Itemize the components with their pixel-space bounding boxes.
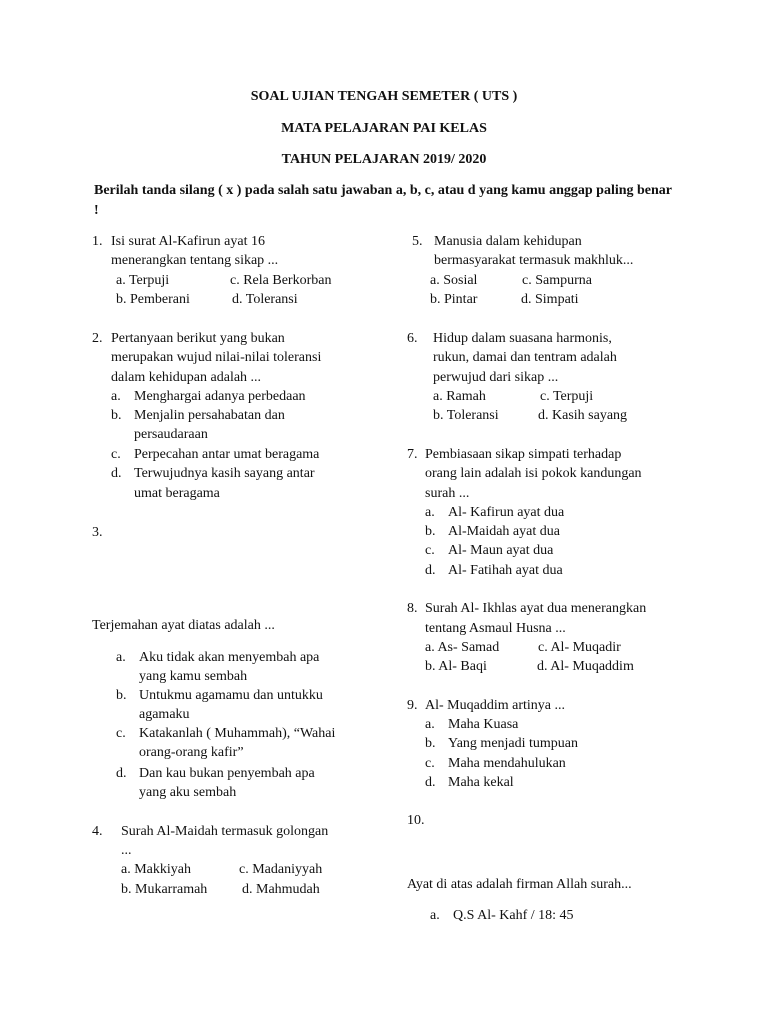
- option-c-label: c.: [116, 726, 126, 741]
- option-a-label: a.: [430, 908, 440, 923]
- question-text: Pertanyaan berikut yang bukan: [111, 331, 285, 346]
- question-text: orang lain adalah isi pokok kandungan: [425, 466, 642, 481]
- option-d-label: d.: [111, 466, 122, 481]
- option-b-label: b.: [425, 736, 436, 751]
- option-d[interactable]: Maha kekal: [448, 775, 514, 790]
- option-d-label: d.: [116, 766, 127, 781]
- question-number: 10.: [407, 813, 425, 828]
- question-text: Surah Al-Maidah termasuk golongan: [121, 824, 329, 839]
- option-b[interactable]: b. Mukarramah: [121, 882, 208, 897]
- exam-title: SOAL UJIAN TENGAH SEMETER ( UTS ): [250, 89, 518, 104]
- question-text: bermasyarakat termasuk makhluk...: [434, 253, 634, 268]
- option-a[interactable]: Menghargai adanya perbedaan: [134, 389, 306, 404]
- question-text: Ayat di atas adalah firman Allah surah...: [407, 877, 632, 892]
- option-d[interactable]: Terwujudnya kasih sayang antar: [134, 466, 315, 481]
- option-d[interactable]: Al- Fatihah ayat dua: [448, 563, 563, 578]
- option-b[interactable]: b. Toleransi: [433, 408, 499, 423]
- option-b[interactable]: Untukmu agamamu dan untukku: [139, 688, 323, 703]
- option-d[interactable]: umat beragama: [134, 486, 220, 501]
- option-b[interactable]: Al-Maidah ayat dua: [448, 524, 560, 539]
- option-a-label: a.: [116, 650, 126, 665]
- option-c[interactable]: Al- Maun ayat dua: [448, 543, 554, 558]
- option-a[interactable]: Al- Kafirun ayat dua: [448, 505, 565, 520]
- option-c-label: c.: [425, 756, 435, 771]
- option-a-label: a.: [425, 505, 435, 520]
- question-number: 2.: [92, 331, 103, 346]
- question-number: 7.: [407, 447, 418, 462]
- option-d-label: d.: [425, 775, 436, 790]
- question-text: Pembiasaan sikap simpati terhadap: [425, 447, 622, 462]
- question-number: 3.: [92, 525, 103, 540]
- option-b[interactable]: b. Al- Baqi: [425, 659, 487, 674]
- option-a[interactable]: Q.S Al- Kahf / 18: 45: [453, 908, 574, 923]
- option-c[interactable]: c. Rela Berkorban: [230, 273, 332, 288]
- question-text: merupakan wujud nilai-nilai toleransi: [111, 350, 322, 365]
- question-text: rukun, damai dan tentram adalah: [433, 350, 617, 365]
- option-a-label: a.: [111, 389, 121, 404]
- option-b-label: b.: [111, 408, 122, 423]
- question-number: 8.: [407, 601, 418, 616]
- question-number: 9.: [407, 698, 418, 713]
- option-a[interactable]: Aku tidak akan menyembah apa: [139, 650, 320, 665]
- question-text: Isi surat Al-Kafirun ayat 16: [111, 234, 265, 249]
- question-number: 6.: [407, 331, 418, 346]
- option-c[interactable]: Katakanlah ( Muhammah), “Wahai: [139, 726, 336, 741]
- option-c[interactable]: c. Sampurna: [522, 273, 592, 288]
- question-number: 4.: [92, 824, 103, 839]
- option-d[interactable]: d. Al- Muqaddim: [537, 659, 634, 674]
- question-text: tentang Asmaul Husna ...: [425, 621, 566, 636]
- option-a[interactable]: yang kamu sembah: [139, 669, 248, 684]
- option-b[interactable]: persaudaraan: [134, 427, 208, 442]
- question-text: menerangkan tentang sikap ...: [111, 253, 279, 268]
- question-text: ...: [121, 843, 132, 858]
- option-b[interactable]: Yang menjadi tumpuan: [448, 736, 579, 751]
- question-text: Al- Muqaddim artinya ...: [425, 698, 565, 713]
- option-a[interactable]: Maha Kuasa: [448, 717, 519, 732]
- option-b[interactable]: b. Pintar: [430, 292, 478, 307]
- question-text: Terjemahan ayat diatas adalah ...: [92, 618, 275, 633]
- option-b-label: b.: [116, 688, 127, 703]
- option-c[interactable]: c. Al- Muqadir: [538, 640, 621, 655]
- option-a-label: a.: [425, 717, 435, 732]
- option-c[interactable]: c. Terpuji: [540, 389, 594, 404]
- question-number: 1.: [92, 234, 103, 249]
- question-text: Surah Al- Ikhlas ayat dua menerangkan: [425, 601, 647, 616]
- question-text: Hidup dalam suasana harmonis,: [433, 331, 612, 346]
- option-b[interactable]: b. Pemberani: [116, 292, 190, 307]
- question-text: surah ...: [425, 486, 470, 501]
- option-d[interactable]: yang aku sembah: [139, 785, 237, 800]
- option-c[interactable]: c. Madaniyyah: [239, 862, 323, 877]
- option-a[interactable]: a. Terpuji: [116, 273, 170, 288]
- option-a[interactable]: a. Sosial: [430, 273, 478, 288]
- option-d[interactable]: Dan kau bukan penyembah apa: [139, 766, 315, 781]
- question-text: dalam kehidupan adalah ...: [111, 370, 262, 385]
- option-d[interactable]: d. Toleransi: [232, 292, 298, 307]
- subject-title: MATA PELAJARAN PAI KELAS: [281, 121, 487, 136]
- option-c[interactable]: Maha mendahulukan: [448, 756, 566, 771]
- option-b[interactable]: Menjalin persahabatan dan: [134, 408, 285, 423]
- option-b-label: b.: [425, 524, 436, 539]
- question-number: 5.: [412, 234, 423, 249]
- option-a[interactable]: a. Makkiyah: [121, 862, 191, 877]
- option-d[interactable]: d. Kasih sayang: [538, 408, 628, 423]
- option-c-label: c.: [111, 447, 121, 462]
- instructions: Berilah tanda silang ( x ) pada salah satu jawaban a, b, c, atau d yang kamu anggap paling benar !: [94, 183, 672, 218]
- question-text: perwujud dari sikap ...: [433, 370, 559, 385]
- option-d[interactable]: d. Mahmudah: [242, 882, 320, 897]
- option-c[interactable]: Perpecahan antar umat beragama: [134, 447, 320, 462]
- academic-year: TAHUN PELAJARAN 2019/ 2020: [281, 152, 487, 167]
- option-d[interactable]: d. Simpati: [521, 292, 579, 307]
- option-c-label: c.: [425, 543, 435, 558]
- option-c[interactable]: orang-orang kafir”: [139, 745, 244, 760]
- option-b[interactable]: agamaku: [139, 707, 190, 722]
- option-a[interactable]: a. As- Samad: [425, 640, 500, 655]
- option-d-label: d.: [425, 563, 436, 578]
- option-a[interactable]: a. Ramah: [433, 389, 486, 404]
- question-text: Manusia dalam kehidupan: [434, 234, 582, 249]
